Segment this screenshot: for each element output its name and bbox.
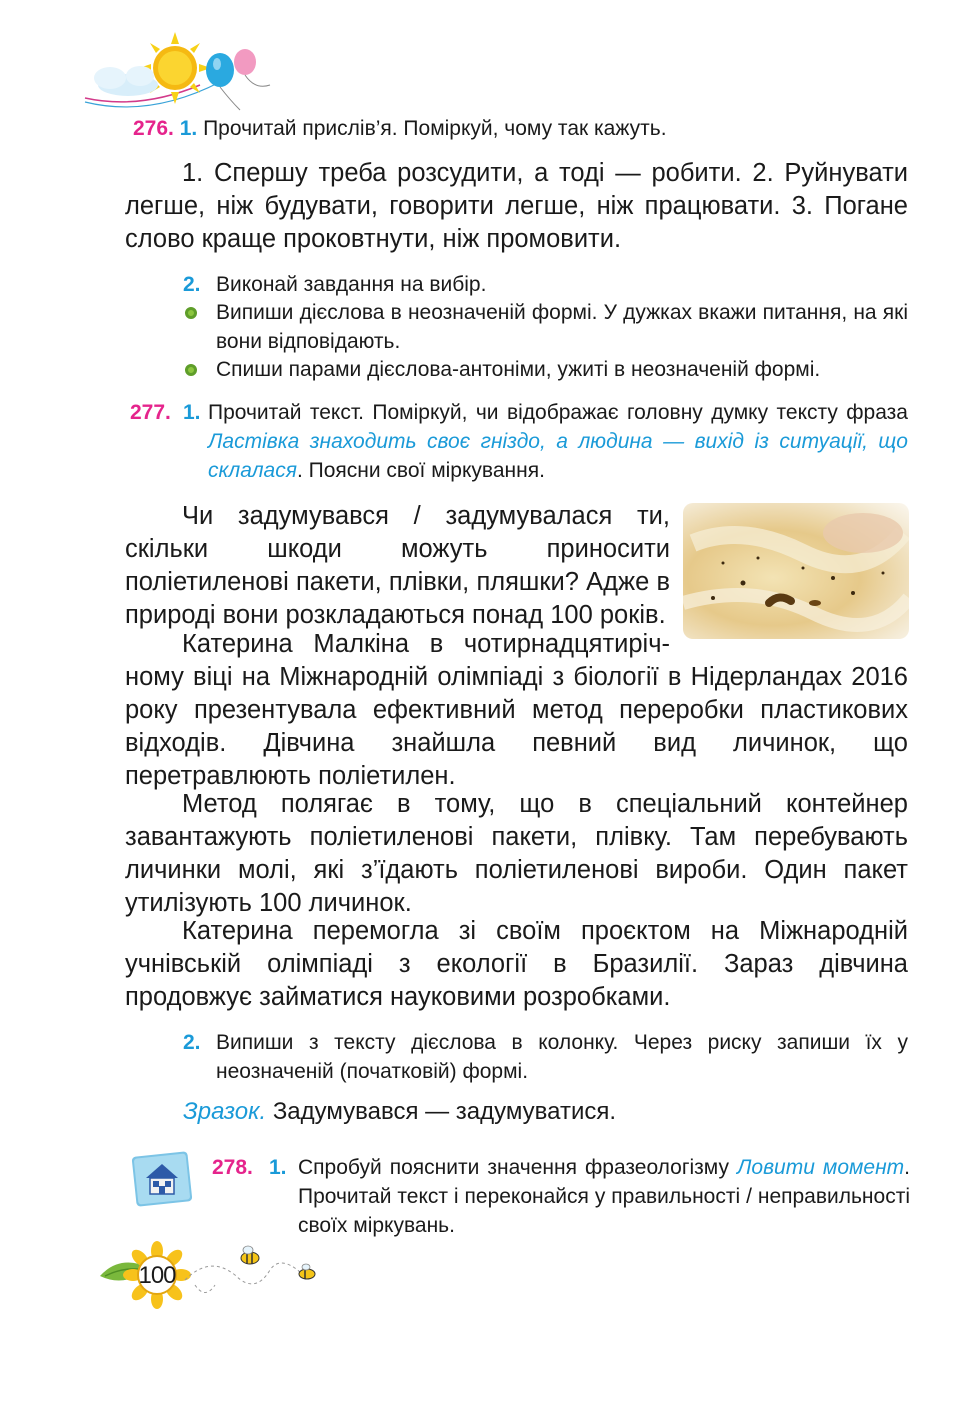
ex277-task1-text [208,398,908,485]
ex277-paragraph-1: Чи задумувався / задумувалася ти, скільки шкоди можуть приносити поліетиленові пакети, плівки, пляшки? Адже в природі вони розкладаються понад 100 років. [125,502,670,629]
option-bullet-icon [185,364,197,376]
ex277-task1-quote: Ластівка знаходить своє гніздо, а людина — вихід із ситуації, що склалася [208,430,908,482]
ex276-part1-number: 1. [179,117,198,140]
ex278-task1-after: . Прочитай текст і переконайся у правильності / неправильності своїх міркувань. [298,1156,910,1237]
ex276-part2-number: 2. [183,273,201,296]
ex278-task1-text [298,1153,910,1240]
ex276-task1-text: Прочитай прислів’я. Поміркуй, чому так кажуть. [203,117,667,140]
sunflower-bees-decoration [95,1240,335,1310]
ex278-part1-number: 1. [269,1156,287,1179]
sun-clouds-balloons-decoration [80,30,280,120]
larvae-photo [683,503,909,639]
ex277-task1-before: Прочитай текст. Поміркуй, чи відображає головну думку тексту фраза [208,401,908,424]
ex277-paragraph-4: Катерина перемогла зі своїм проєктом на Міжнародній учнівській олімпіаді з екології в Бразилії. Зараз дівчина продовжує займатися науковими розробками. [125,917,908,1011]
ex276-number: 276. [133,117,174,140]
sample-label: Зразок. [183,1098,267,1125]
sample-text: Задумувався — задумуватися. [272,1098,617,1125]
ex277-paragraph-2: ному віці на Міжнародній олімпіаді з біології в Нідерландах 2016 року презентувала ефективний метод переробки пластикових відходів. Дівчина знайшла певний вид личинок, що перетравлюють поліетилен. [125,663,908,790]
ex277-paragraph-2-start: Катерина Малкіна в чотирнадцятиріч- [182,630,670,658]
option-bullet-icon [185,307,197,319]
ex276-option-1: Випиши дієслова в неозначеній формі. У дужках вкажи питання, на які вони відповідають. [216,301,908,353]
ex276-option-2: Спиши парами дієслова-антоніми, ужиті в неозначеній формі. [216,358,821,381]
ex277-paragraph-3: Метод полягає в тому, що в спеціальний контейнер завантажують поліетиленові пакети, плівку. Там перебувають личинки молі, які з’їдають поліетиленові вироби. Один пакет утилізують 100 личинок. [125,790,908,917]
ex278-task1-before: Спробуй пояснити значення фразеологізму [298,1156,729,1179]
ex277-task1-after: . Поясни свої міркування. [296,459,545,482]
ex278-task1-quote: Ловити момент [737,1156,905,1179]
ex277-number: 277. [130,401,171,424]
ex276-task2-text: Виконай завдання на вибір. [216,273,487,296]
ex278-number: 278. [212,1156,253,1179]
page-number: 100 [138,1262,176,1289]
ex277-sample [183,1097,616,1127]
ex277-part1-number: 1. [183,401,201,424]
house-homework-icon [128,1148,196,1210]
ex277-task2-text: Випиши з тексту дієслова в колонку. Через риску запиши їх у неозначеній (початковій) формі. [216,1031,908,1083]
ex276-proverbs: 1. Спершу треба розсудити, а тоді — робити. 2. Руйнувати легше, ніж будувати, говорити легше, ніж працювати. 3. Погане слово краще проковтнути, ніж промовити. [125,159,908,253]
ex277-part2-number: 2. [183,1031,201,1054]
ex276-task1 [133,114,913,143]
